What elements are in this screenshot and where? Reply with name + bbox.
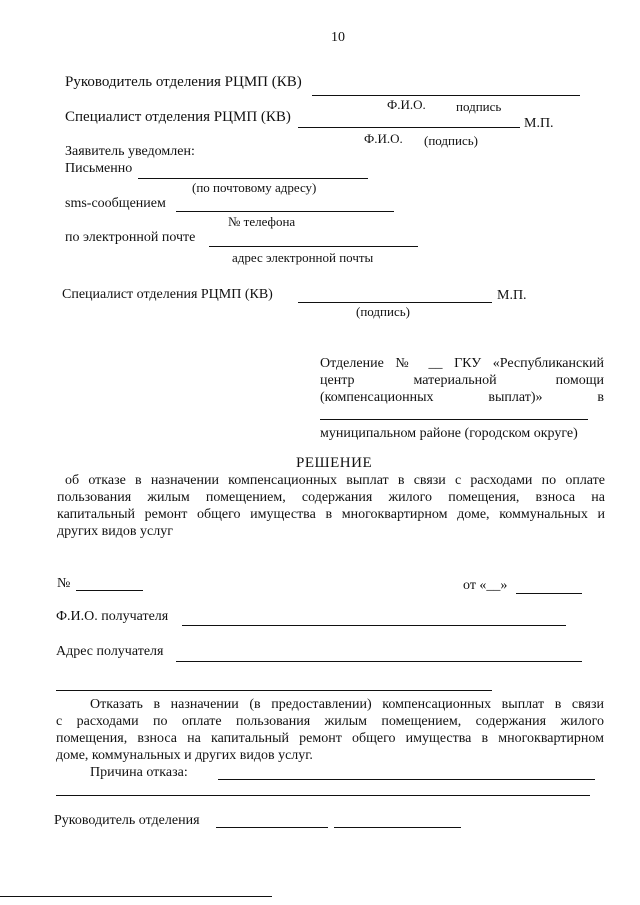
notified-sms: sms-сообщением bbox=[65, 196, 166, 211]
reason-label: Причина отказа: bbox=[90, 765, 188, 780]
specialist-sign-caption: (подпись) bbox=[424, 133, 478, 148]
sms-caption: № телефона bbox=[228, 214, 296, 229]
specialist-signature-line bbox=[298, 127, 520, 128]
specialist2-line bbox=[298, 302, 492, 303]
email-line bbox=[209, 246, 418, 247]
decision-subtitle bbox=[57, 472, 605, 540]
head-sign-caption: подпись bbox=[456, 99, 502, 114]
recipient-name-label: Ф.И.О. получателя bbox=[56, 609, 169, 624]
department-municipality-line bbox=[320, 419, 588, 420]
specialist-fio-caption: Ф.И.О. bbox=[364, 131, 403, 146]
recipient-name-line bbox=[182, 625, 566, 626]
number-label: № bbox=[57, 576, 71, 591]
department-line-3: (компенсационных выплат)» в bbox=[320, 390, 605, 405]
head-signature-line bbox=[312, 95, 580, 96]
date-line bbox=[516, 593, 582, 594]
specialist2-label: Специалист отделения РЦМП (КВ) bbox=[62, 287, 273, 302]
refusal-line-2: с расходами по оплате пользования жилым помещением, содержания жилого bbox=[56, 714, 604, 729]
department-line-4: муниципальном районе (городском округе) bbox=[320, 426, 578, 441]
reason-line-2 bbox=[56, 795, 590, 796]
specialist2-sign-caption: (подпись) bbox=[356, 304, 410, 319]
reason-line bbox=[218, 779, 595, 780]
footnote-separator bbox=[0, 896, 272, 897]
recipient-address-label: Адрес получателя bbox=[56, 644, 164, 659]
footer-head-label: Руководитель отделения bbox=[54, 813, 200, 828]
refusal-text bbox=[56, 696, 604, 764]
footer-name-line bbox=[334, 827, 461, 828]
written-line bbox=[138, 178, 368, 179]
notified-title: Заявитель уведомлен: bbox=[65, 144, 195, 159]
department-line-1: Отделение № __ ГКУ «Республиканский bbox=[320, 356, 604, 371]
department-block bbox=[320, 355, 604, 406]
decision-subtitle-line-1: об отказе в назначении компенсационных выплат в связи с расходами по оплате bbox=[65, 473, 605, 488]
head-fio-caption: Ф.И.О. bbox=[387, 97, 426, 112]
specialist2-mp: М.П. bbox=[497, 288, 527, 303]
decision-subtitle-line-4: других видов услуг bbox=[57, 524, 173, 539]
notified-written: Письменно bbox=[65, 161, 133, 176]
notified-email: по электронной почте bbox=[65, 230, 196, 245]
decision-subtitle-line-3: капитальный ремонт общего имущества в многоквартирном доме, коммунальных и bbox=[57, 507, 605, 522]
written-caption: (по почтовому адресу) bbox=[192, 180, 317, 195]
refusal-line-1: Отказать в назначении (в предоставлении) компенсационных выплат в связи bbox=[90, 697, 604, 712]
decision-title: РЕШЕНИЕ bbox=[296, 455, 373, 471]
email-caption: адрес электронной почты bbox=[232, 250, 374, 265]
head-signature-label: Руководитель отделения РЦМП (КВ) bbox=[65, 74, 302, 90]
recipient-address-line-2 bbox=[56, 690, 492, 691]
recipient-address-line bbox=[176, 661, 582, 662]
date-label: от «__» bbox=[463, 578, 508, 593]
number-line bbox=[76, 590, 143, 591]
page-number: 10 bbox=[331, 30, 345, 45]
sms-line bbox=[176, 211, 394, 212]
department-line-2: центр материальной помощи bbox=[320, 373, 604, 388]
specialist-mp: М.П. bbox=[524, 116, 554, 131]
refusal-line-3: помещения, взноса на капитальный ремонт общего имущества в многоквартирном bbox=[56, 731, 604, 746]
specialist-signature-label: Специалист отделения РЦМП (КВ) bbox=[65, 109, 291, 125]
refusal-line-4: доме, коммунальных и других видов услуг. bbox=[56, 748, 313, 763]
decision-subtitle-line-2: пользования жилым помещением, содержания жилого помещения, взноса на bbox=[57, 490, 605, 505]
footer-sign-line bbox=[216, 827, 328, 828]
